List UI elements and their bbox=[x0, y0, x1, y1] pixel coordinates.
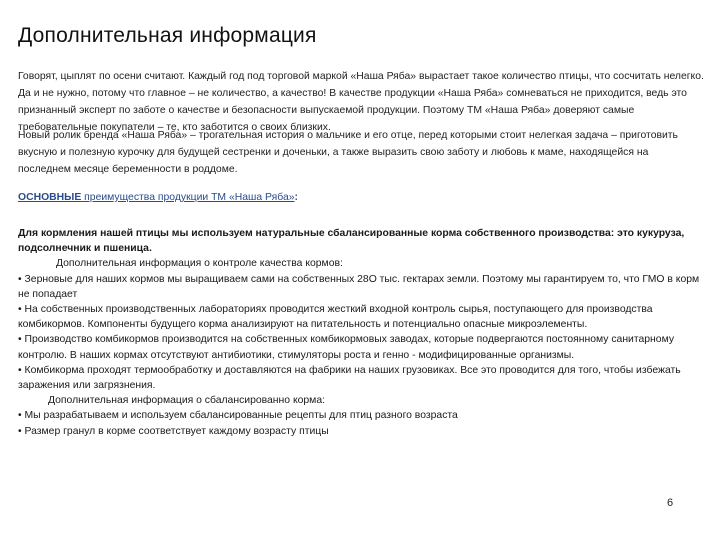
feed-quality-heading: Дополнительная информация о контроле качества кормов: bbox=[56, 258, 343, 270]
page-number: 6 bbox=[667, 497, 674, 509]
list-item: • Производство комбикормов производится на собственных комбикормовых заводах, которые подвергаются постоянному санитарному контролю. В наших кормах отсутствуют антибиотики, стимуляторы роста и генно - модифицированные организмы. bbox=[18, 334, 675, 361]
intro-paragraph-2: Новый ролик бренда «Наша Ряба» – трогательная история о мальчике и его отце, перед которыми стоит нелегкая задача – приготовить вкусную и полезную курочку для будущей сестренки и доченьки, а также выразить свою заботу и любовь к маме, находящейся на последнем месяце беременности в роддоме. bbox=[18, 130, 678, 175]
list-item: • Мы разрабатываем и используем сбалансированные рецепты для птиц разного возраста bbox=[18, 410, 458, 422]
section-heading-rest: преимущества продукции ТМ «Наша Ряба» bbox=[81, 192, 295, 203]
list-item: • Зерновые для наших кормов мы выращиваем сами на собственных 28О тыс. гектарах земли. Поэтому мы гарантируем то, что ГМО в корм не попадает bbox=[18, 273, 700, 300]
details-block bbox=[18, 226, 704, 439]
list-item: • Размер гранул в корме соответствует каждому возрасту птицы bbox=[18, 425, 329, 437]
list-item: • Комбикорма проходят термообработку и доставляются на фабрики на наших грузовиках. Все это проводится для того, чтобы избежать заражения или загрязнения. bbox=[18, 364, 681, 392]
list-item: • На собственных производственных лабораториях проводится жесткий входной контроль сырья, поступающего для производства комбикормов. Компоненты будущего корма анализируют на питательность и потенциально опасные микроэлементы. bbox=[18, 304, 653, 331]
feed-intro: Для кормления нашей птицы мы используем натуральные сбалансированные корма собственного производства: это кукуруза, подсолнечник и пшеница. bbox=[18, 228, 685, 255]
section-heading-colon: : bbox=[294, 192, 298, 203]
section-heading-main: ОСНОВНЫЕ bbox=[18, 192, 82, 203]
page-title: Дополнительная информация bbox=[18, 24, 317, 47]
section-heading bbox=[18, 192, 298, 203]
feed-balance-heading: Дополнительная информация о сбалансированно корма: bbox=[48, 395, 325, 407]
intro-paragraph-1: Говорят, цыплят по осени считают. Каждый год под торговой маркой «Наша Ряба» вырастает такое количество птицы, что сосчитать нелегко. Да и не нужно, потому что главное – не количество, а качество! В качестве продукции «Наша Ряба» сомневаться не приходится, ведь это признанный эксперт по заботе о качестве и безопасности выпускаемой продукции. Поэтому ТМ «Наша Ряба» доверяют самые требовательные покупатели – те, кто заботится о своих близких. bbox=[18, 71, 704, 133]
